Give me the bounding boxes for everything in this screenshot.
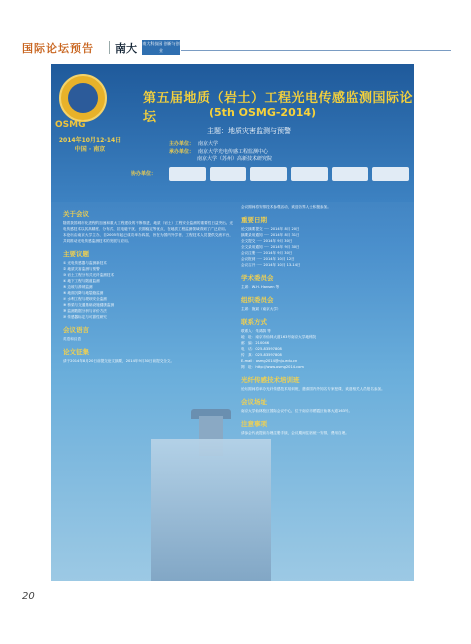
osmg-logo-icon	[59, 74, 107, 122]
paragraph: 请于2014年8月20日前提交论文摘要，2014年9月30日前提交全文。	[63, 359, 175, 363]
right-column	[241, 204, 404, 436]
date-row: 全文录用通知 ····· 2014年 9月 30日	[241, 245, 300, 249]
topic-item: ② 地质灾害监测与预警	[63, 267, 100, 271]
sponsor-logo-icon	[372, 167, 409, 181]
conference-poster	[51, 64, 414, 581]
topic-item: ④ 地下工程与隧道监测	[63, 279, 100, 283]
section-heading: 会议场址	[241, 398, 267, 406]
section-title: 国际论坛预告	[22, 42, 94, 55]
paragraph: 英语和汉语	[63, 337, 81, 341]
campus-building-image	[151, 439, 271, 581]
poster-theme: 主题：地质灾害监测与预警	[207, 127, 291, 135]
paragraph: 随着我国城市化进程的加速和重大工程建设的不断推进，地质（岩土）工程安全监测的重要性日益突出。光电传感技术以其高精度、分布式、抗电磁干扰、长期稳定等优点，在地质工程监测领域得到了广泛应用。	[63, 221, 233, 231]
date-row: 会议注册 ····· 2014年 9月 30日	[241, 251, 293, 255]
header-rule	[181, 50, 451, 51]
date-row: 论文摘要提交 ····· 2014年 8月 20日	[241, 227, 300, 231]
topic-item: ③ 岩土工程分布式光纤监测技术	[63, 273, 115, 277]
sponsor-logo-icon	[332, 167, 369, 181]
organizer-row: 主办单位： 南京大学	[169, 141, 219, 147]
contact-line: 电 话：025-83597808	[241, 347, 282, 351]
contact-line: 邮 编：210046	[241, 341, 270, 345]
topic-item: ⑧ 桥梁与交通基础设施健康监测	[63, 303, 115, 307]
header-divider	[109, 41, 110, 54]
event-location: 中国 · 南京	[74, 146, 106, 153]
page-number: 20	[22, 591, 35, 602]
contact-website[interactable]: 网 址：http://www.osmg2014.com	[241, 365, 304, 369]
topic-item: ⑥ 地面沉降与地裂缝监测	[63, 291, 104, 295]
topic-item: ⑨ 监测数据分析与评价方法	[63, 309, 107, 313]
topic-item: ⑤ 边坡与滑坡监测	[63, 285, 93, 289]
poster-main-title: 第五届地质（岩土）工程光电传感监测国际论坛	[143, 91, 414, 125]
section-heading: 学术委员会	[241, 274, 274, 282]
date-row: 全文提交 ····· 2014年 9月 30日	[241, 239, 293, 243]
sponsor-logo-icon	[169, 167, 206, 181]
co-organizer-logos	[169, 167, 409, 181]
date-row: 会议召开 ····· 2014年 10月 13-14日	[241, 263, 301, 267]
topic-item: ⑦ 水利工程与堤坝安全监测	[63, 297, 107, 301]
topic-item: ⑩ 传感器标定与可靠性研究	[63, 315, 107, 319]
left-column	[63, 204, 233, 364]
section-heading: 光纤传感技术培训班	[241, 376, 300, 384]
brand-badge: 南大科技园 创新与创业	[142, 41, 180, 53]
topic-item: ① 光电传感器与监测新技术	[63, 261, 107, 265]
sponsor-logo-icon	[250, 167, 287, 181]
section-heading: 主要议题	[63, 250, 89, 258]
contact-line: 联系人：朱鸿鹄 等	[241, 329, 271, 333]
organizing-committee: 主席：施斌（南京大学）	[241, 307, 281, 311]
event-date: 2014年10月12-14日	[58, 137, 122, 144]
contact-line: 传 真：025-83597808	[241, 353, 282, 357]
co-organizer-label: 协办单位：	[131, 171, 157, 177]
organizer-row: 南京大学（苏州）高新技术研究院	[197, 156, 273, 162]
contact-line: 地 址：南京市仙林大道163号南京大学地科院	[241, 335, 317, 339]
contact-email[interactable]: E-mail：osmg2014@nju.edu.cn	[241, 359, 298, 363]
organizer-row: 承办单位： 南京大学光电传感工程监测中心	[169, 149, 269, 155]
section-heading: 联系方式	[241, 318, 267, 326]
brand-name: 南大	[115, 42, 137, 55]
section-heading: 组织委员会	[241, 296, 274, 304]
date-row: 摘要录用通知 ····· 2014年 8月 31日	[241, 233, 300, 237]
event-date-location	[55, 136, 125, 154]
academic-committee: 主席：W.H. Hansen 等	[241, 285, 280, 289]
paragraph: 论坛期间将举办光纤传感技术培训班，邀请国内外知名专家授课，欢迎相关人员报名参加。	[241, 387, 385, 391]
page-header	[0, 0, 471, 60]
logo-text: OSMG	[55, 120, 86, 130]
paragraph: 请参会代表提前办理注册手续，会议期间住宿统一安排，费用自理。	[241, 431, 349, 435]
paragraph: 会议期间将安排技术参观活动，欢迎各界人士积极参加。	[241, 205, 331, 209]
sponsor-logo-icon	[210, 167, 247, 181]
date-row: 会议报到 ····· 2014年 10月 12日	[241, 257, 295, 261]
section-heading: 会议语言	[63, 326, 89, 334]
section-heading: 关于会议	[63, 210, 89, 218]
poster-sub-title: (5th OSMG-2014)	[209, 106, 317, 119]
section-heading: 论文征集	[63, 348, 89, 356]
paragraph: 南京大学仙林校区国际会议中心，位于南京市栖霞区仙林大道163号。	[241, 409, 353, 413]
section-heading: 注意事项	[241, 420, 267, 428]
sponsor-logo-icon	[291, 167, 328, 181]
section-heading: 重要日期	[241, 216, 267, 224]
paragraph: 本论坛由南京大学主办，自2005年起已成功举办四届，旨在为国内外学者、工程技术人员提供交流平台，共同推动光电传感监测技术的发展与应用。	[63, 233, 233, 243]
